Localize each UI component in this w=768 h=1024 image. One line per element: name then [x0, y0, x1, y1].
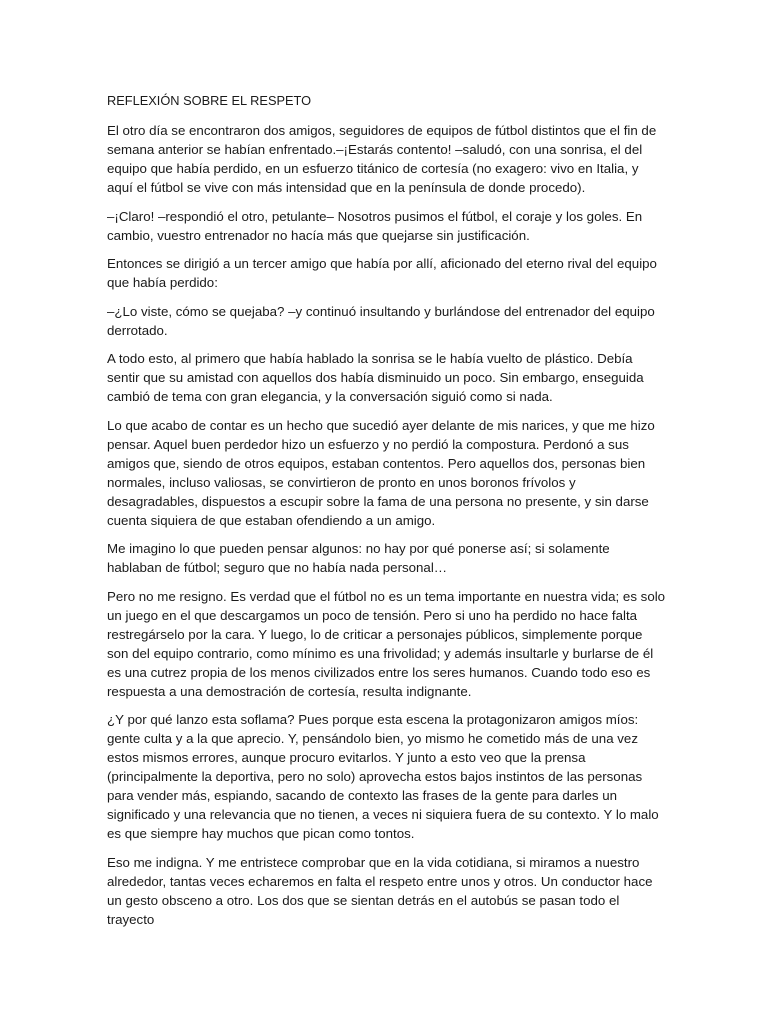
document-body: [107, 91, 667, 938]
paragraph: Me imagino lo que pueden pensar algunos: no hay por qué ponerse así; si solamente hablaban de fútbol; seguro que no había nada personal…: [107, 541, 610, 575]
paragraph: Entonces se dirigió a un tercer amigo que había por allí, aficionado del eterno rival del equipo que había perdido:: [107, 256, 657, 290]
document-title: REFLEXIÓN SOBRE EL RESPETO: [107, 93, 312, 108]
paragraph: A todo esto, al primero que había hablado la sonrisa se le había vuelto de plástico. Debía sentir que su amistad con aquellos dos había disminuido un poco. Sin embargo, enseguida cambió de tema con gran elegancia, y la conversación siguió como si nada.: [107, 351, 644, 404]
paragraph: –¿Lo viste, cómo se quejaba? –y continuó insultando y burlándose del entrenador del equipo derrotado.: [107, 303, 655, 338]
paragraph: Pero no me resigno. Es verdad que el fútbol no es un tema importante en nuestra vida; es solo un juego en el que descargamos un poco de tensión. Pero si uno ha perdido no hace falta restregárselo por la cara. Y luego, lo de criticar a personajes públicos, simplemente porque son del equipo contrario, como mínimo es una frivolidad; y además insultarle y burlarse de él es una cutrez propia de los menos civilizados entre los seres humanos. Cuando todo eso es respuesta a una demostración de cortesía, resulta indignante.: [107, 588, 666, 699]
paragraph: –¡Claro! –respondió el otro, petulante– Nosotros pusimos el fútbol, el coraje y los goles. En cambio, vuestro entrenador no hacía más que quejarse sin justificación.: [107, 208, 643, 243]
paragraph: El otro día se encontraron dos amigos, seguidores de equipos de fútbol distintos que el fin de semana anterior se habían enfrentado.–¡Estarás contento! –saludó, con una sonrisa, el del equipo que había perdido, en un esfuerzo titánico de cortesía (no exagero: vivo en Italia, y aquí el fútbol se vive con más intensidad que en la península de donde procedo).: [107, 123, 657, 195]
paragraph: Lo que acabo de contar es un hecho que sucedió ayer delante de mis narices, y que me hizo pensar. Aquel buen perdedor hizo un esfuerzo y no perdió la compostura. Perdonó a sus amigos que, siendo de otros equipos, estaban contentos. Pero aquellos dos, personas bien normales, incluso valiosas, se convirtieron de pronto en unos boronos frívolos y desagradables, dispuestos a escupir sobre la fama de una persona no presente, y sin darse cuenta siquiera de que estaban ofendiendo a un amigo.: [107, 417, 655, 528]
paragraph: Eso me indigna. Y me entristece comprobar que en la vida cotidiana, si miramos a nuestro alrededor, tantas veces echaremos en falta el respeto entre unos y otros. Un conductor hace un gesto obsceno a otro. Los dos que se sientan detrás en el autobús se pasan todo el trayecto: [107, 854, 653, 927]
paragraph: ¿Y por qué lanzo esta soflama? Pues porque esta escena la protagonizaron amigos míos: gente culta y a la que aprecio. Y, pensándolo bien, yo mismo he cometido más de una vez estos mismos errores, aunque procuro evitarlos. Y junto a esto veo que la prensa (principalmente la deportiva, pero no solo) aprovecha estos bajos instintos de las personas para vender más, espiando, sacando de contexto las frases de la gente para darles un significado y una relevancia que no tienen, a veces ni siquiera fuera de su contexto. Y lo malo es que siempre hay muchos que pican como tontos.: [107, 712, 659, 841]
